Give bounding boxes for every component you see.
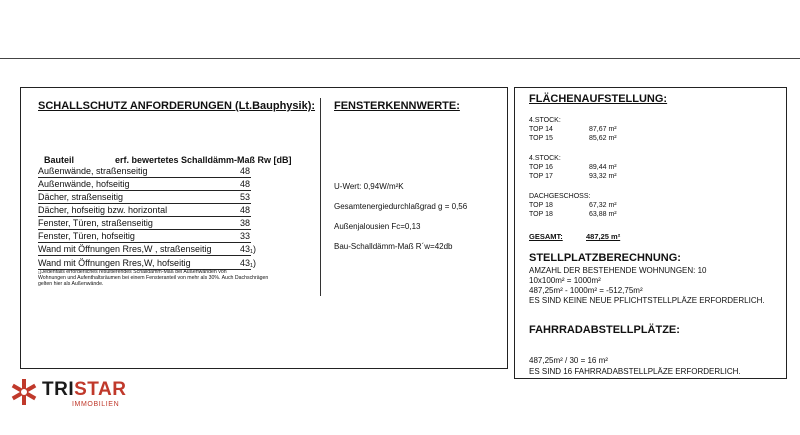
logo-subtitle: IMMOBILIEN <box>72 401 120 408</box>
flaechen-unit-area: 85,62 m² <box>589 135 617 142</box>
schallschutz-row <box>38 231 251 243</box>
flaechen-unit-top: TOP 14 <box>529 126 553 133</box>
schallschutz-header-bauteil: Bauteil <box>44 155 75 165</box>
flaechen-unit-area: 67,32 m² <box>589 202 617 209</box>
schallschutz-header-rw: erf. bewertetes Schalldämm-Maß Rw [dB] <box>115 155 292 165</box>
schallschutz-row-value: 48 <box>240 205 251 215</box>
flaechen-title: FLÄCHENAUFSTELLUNG: <box>529 93 668 105</box>
flaechen-unit-area: 89,44 m² <box>589 164 617 171</box>
schallschutz-row-label: Außenwände, straßenseitig <box>38 166 148 176</box>
schallschutz-row <box>38 244 257 256</box>
fenster-rw: Bau-Schalldämm-Maß R´w=42db <box>334 242 453 251</box>
schallschutz-row-value: 53 <box>240 192 251 202</box>
column-separator <box>320 98 321 296</box>
fenster-fc: Außenjalousien Fc=0,13 <box>334 222 421 231</box>
stellplatz-title: STELLPLATZBERECHNUNG: <box>529 252 681 264</box>
schallschutz-row <box>38 179 251 191</box>
fenster-uwert: U-Wert: 0,94W/m²K <box>334 182 404 191</box>
flaechen-unit-row <box>529 173 629 182</box>
fahrrad-title: FAHRRADABSTELLPLÄTZE: <box>529 324 680 336</box>
schallschutz-row-value: 48 <box>240 179 251 189</box>
tristar-star-icon <box>10 378 38 406</box>
flaechen-unit-row <box>529 164 629 173</box>
fenster-title: FENSTERKENNWERTE: <box>334 100 460 112</box>
schallschutz-row-label: Wand mit Öffnungen Rres,W , straßenseitig <box>38 244 212 254</box>
fahrrad-line-1: 487,25m² / 30 = 16 m² <box>529 356 608 365</box>
flaechen-unit-row <box>529 202 629 211</box>
flaechen-unit-top: TOP 18 <box>529 211 553 218</box>
flaechen-unit-row <box>529 211 629 220</box>
schallschutz-row-label: Dächer, hofseitig bzw. horizontal <box>38 205 168 215</box>
stellplatz-line-1: AMZAHL DER BESTEHENDE WOHNUNGEN: 10 <box>529 266 707 275</box>
schallschutz-row-label: Außenwände, hofseitig <box>38 179 130 189</box>
schallschutz-row <box>38 218 251 230</box>
flaechen-unit-row <box>529 135 629 144</box>
fahrrad-line-2: ES SIND 16 FAHRRADABSTELLPLÄZE ERFORDERLICH. <box>529 367 741 376</box>
fenster-gwert: Gesamtenergiedurchlaßgrad g = 0,56 <box>334 202 468 211</box>
flaechen-unit-top: TOP 18 <box>529 202 553 209</box>
top-rule <box>0 58 800 59</box>
flaechen-unit-row <box>529 126 629 135</box>
logo-wordmark: TRISTAR <box>42 379 127 400</box>
flaechen-unit-area: 93,32 m² <box>589 173 617 180</box>
schallschutz-row-label: Fenster, Türen, hofseitig <box>38 231 135 241</box>
tristar-logo <box>10 376 130 416</box>
schallschutz-row <box>38 205 251 217</box>
flaechen-unit-area: 87,67 m² <box>589 126 617 133</box>
schallschutz-row-value: 38 <box>240 218 251 228</box>
schallschutz-row-label: Fenster, Türen, straßenseitig <box>38 218 153 228</box>
stellplatz-line-3: 487,25m² - 1000m² = -512,75m² <box>529 286 643 295</box>
schallschutz-row-label: Dächer, straßenseitig <box>38 192 124 202</box>
flaechen-unit-top: TOP 15 <box>529 135 553 142</box>
flaechen-total-label: GESAMT: <box>529 232 563 241</box>
flaechen-unit-top: TOP 17 <box>529 173 553 180</box>
schallschutz-footnote-3: gelten hier als Außenwände. <box>38 281 104 287</box>
flaechen-floor-label: DACHGESCHOSS: <box>529 193 591 200</box>
flaechen-unit-top: TOP 16 <box>529 164 553 171</box>
stellplatz-line-4: ES SIND KEINE NEUE PFLICHTSTELLPLÄZE ERFORDERLICH. <box>529 296 765 305</box>
flaechen-unit-area: 63,88 m² <box>589 211 617 218</box>
flaechen-total-value: 487,25 m² <box>586 232 621 241</box>
schallschutz-row <box>38 192 251 204</box>
schallschutz-row-label: Wand mit Öffnungen Rres,W, hofseitig <box>38 258 191 268</box>
schallschutz-row <box>38 166 251 178</box>
schallschutz-row-value: 43₁) <box>240 244 257 254</box>
schallschutz-row-value: 48 <box>240 166 251 176</box>
flaechen-floor-label: 4.STOCK: <box>529 155 561 162</box>
stellplatz-line-2: 10x100m² = 1000m² <box>529 276 601 285</box>
schallschutz-footnote-1: ₁)Jedenfalls erforderliches resultierendes Schalldämm-Maß bei Außenwänden von <box>38 269 227 275</box>
schallschutz-footnote-2: Wohnungen und Aufenthaltsräumen bei einem Fensteranteil von mehr als 30%. Auch Dachschrägen <box>38 275 269 281</box>
schallschutz-row-value: 33 <box>240 231 251 241</box>
schallschutz-row-value: 43₁) <box>240 258 257 268</box>
flaechen-floor-label: 4.STOCK: <box>529 117 561 124</box>
schallschutz-title: SCHALLSCHUTZ ANFORDERUNGEN (Lt.Bauphysik): <box>38 100 316 112</box>
